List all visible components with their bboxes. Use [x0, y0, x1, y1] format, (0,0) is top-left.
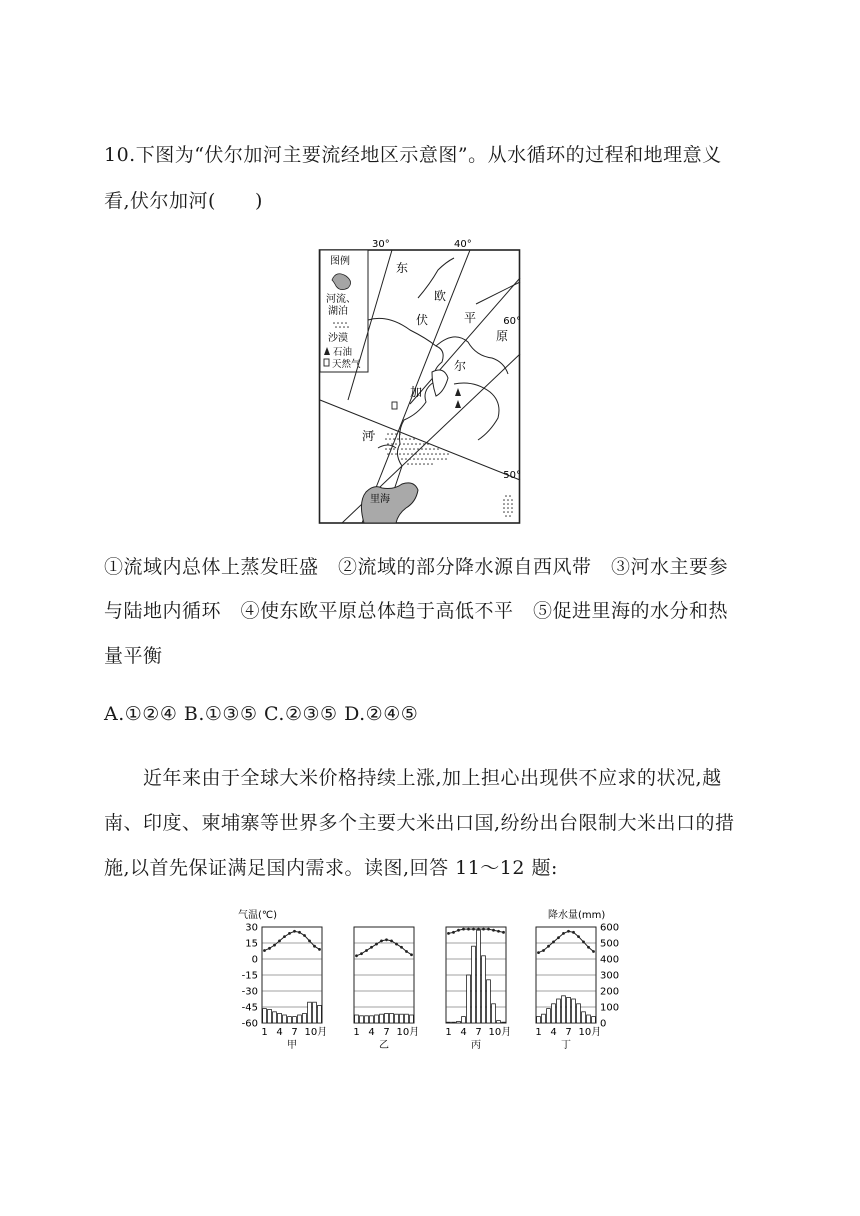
map-char-dong: 东 — [396, 261, 409, 275]
legend-oil-label: 石油 — [333, 347, 353, 358]
precip-bar — [365, 1016, 369, 1023]
panel-title: 乙 — [379, 1040, 389, 1051]
temp-point — [547, 945, 550, 948]
month-tick-label: 7 — [291, 1027, 298, 1038]
precip-bar — [318, 1005, 322, 1023]
month-tick-label: 7 — [565, 1027, 572, 1038]
precip-bar — [447, 1022, 451, 1023]
temp-point — [472, 928, 475, 931]
temp-point — [313, 945, 316, 948]
precip-bar — [572, 999, 576, 1023]
precip-bar — [472, 946, 476, 1023]
month-tick-label: 7 — [383, 1027, 390, 1038]
precip-bar — [273, 1012, 277, 1023]
precip-bar — [462, 1017, 466, 1023]
map-char-er: 尔 — [454, 359, 467, 373]
temp-point — [278, 939, 281, 942]
legend-title: 图例 — [330, 256, 350, 267]
precip-bar — [303, 1013, 307, 1023]
precip-bar — [278, 1013, 282, 1023]
temp-point — [457, 929, 460, 932]
temp-point — [365, 949, 368, 952]
map-char-he: 河 — [362, 429, 375, 443]
q10-statements-line2: 与陆地内循环 ④使东欧平原总体趋于高低不平 ⑤促进里海的水分和热 — [104, 600, 729, 622]
passage-line1: 近年来由于全球大米价格持续上涨,加上担心出现供不应求的状况,越 — [143, 767, 722, 789]
temp-point — [283, 935, 286, 938]
lat-50-label: 50° — [503, 470, 521, 481]
precip-bar — [298, 1015, 302, 1023]
q10-stem-line2: 看,伏尔加河( ) — [104, 190, 263, 212]
temp-point — [467, 928, 470, 931]
temp-point — [355, 954, 358, 957]
temp-point — [572, 931, 575, 934]
temp-point — [497, 930, 500, 933]
temp-point — [400, 946, 403, 949]
month-tick-label: 1 — [445, 1027, 452, 1038]
precip-bar — [313, 1002, 317, 1023]
temp-tick-label: -30 — [241, 986, 258, 998]
precip-bar — [487, 980, 491, 1023]
temp-point — [552, 941, 555, 944]
precip-bar — [577, 1004, 581, 1023]
temp-point — [360, 952, 363, 955]
temp-point — [462, 928, 465, 931]
precip-bar — [477, 930, 481, 1023]
map-char-ping: 平 — [464, 311, 477, 325]
month-tick-label: 7 — [475, 1027, 482, 1038]
q10-statements-line1: ①流域内总体上蒸发旺盛 ②流域的部分降水源自西风带 ③河水主要参 — [104, 556, 729, 578]
precip-axis — [600, 923, 619, 1030]
volga-map — [318, 234, 522, 526]
month-tick-label: 10月 — [488, 1027, 512, 1038]
passage-line3: 施,以首先保证满足国内需求。读图,回答 11～12 题: — [104, 857, 558, 879]
precip-bar — [592, 1017, 596, 1023]
precip-bar — [288, 1017, 292, 1023]
precip-tick-label: 300 — [600, 970, 620, 982]
climate-panel — [535, 927, 601, 1051]
precip-bar — [467, 975, 471, 1023]
precip-bar — [395, 1014, 399, 1023]
panel-title: 丁 — [561, 1040, 571, 1051]
month-tick-label: 10月 — [578, 1027, 602, 1038]
precip-bar — [537, 1017, 541, 1023]
passage-line2: 南、印度、柬埔寨等世界多个主要大米出口国,纷纷出台限制大米出口的措 — [104, 812, 735, 834]
precip-bar — [380, 1014, 384, 1023]
precip-bar — [283, 1015, 287, 1023]
q10-statements-line3: 量平衡 — [104, 645, 163, 667]
precip-axis-label: 降水量(mm) — [548, 910, 606, 921]
temp-point — [273, 944, 276, 947]
month-tick-label: 4 — [460, 1027, 467, 1038]
temp-tick-label: 15 — [245, 938, 258, 950]
climate-charts — [230, 900, 630, 1060]
climate-panel — [261, 927, 327, 1051]
precip-bar — [360, 1016, 364, 1023]
lat-60-label: 60° — [503, 316, 521, 327]
temp-point — [263, 949, 266, 952]
temp-axis — [242, 923, 258, 1030]
legend-desert-label: 沙漠 — [328, 333, 348, 344]
month-tick-label: 1 — [261, 1027, 268, 1038]
precip-bar — [562, 996, 566, 1023]
precip-tick-label: 0 — [600, 1018, 607, 1030]
month-tick-label: 4 — [368, 1027, 375, 1038]
legend-gas-label: 天然气 — [332, 359, 361, 370]
temp-point — [268, 947, 271, 950]
lon-40-label: 40° — [454, 239, 472, 250]
map-char-ou: 欧 — [434, 289, 447, 303]
precip-bar — [375, 1015, 379, 1023]
precip-bar — [582, 1012, 586, 1023]
precip-bar — [542, 1014, 546, 1023]
climate-panel — [353, 927, 419, 1051]
temp-tick-label: 30 — [245, 922, 258, 934]
temp-point — [410, 953, 413, 956]
legend-gas-icon — [324, 359, 329, 366]
panel-title: 甲 — [287, 1040, 297, 1051]
temp-point — [375, 943, 378, 946]
caspian-label: 里海 — [370, 494, 390, 505]
temp-tick-label: 0 — [251, 954, 258, 966]
temp-point — [562, 932, 565, 935]
temp-point — [592, 950, 595, 953]
month-tick-label: 1 — [353, 1027, 360, 1038]
precip-bar — [405, 1014, 409, 1023]
month-tick-label: 4 — [550, 1027, 557, 1038]
temp-point — [385, 938, 388, 941]
temp-point — [293, 930, 296, 933]
temp-point — [288, 932, 291, 935]
precip-bar — [410, 1015, 414, 1023]
precip-bar — [400, 1014, 404, 1023]
precip-tick-label: 600 — [600, 922, 620, 934]
temp-point — [557, 936, 560, 939]
temp-point — [587, 946, 590, 949]
temp-point — [395, 943, 398, 946]
precip-bar — [547, 1009, 551, 1023]
temp-point — [487, 928, 490, 931]
temp-point — [502, 931, 505, 934]
temp-point — [577, 935, 580, 938]
temp-point — [452, 931, 455, 934]
temp-point — [318, 948, 321, 951]
temp-tick-label: -15 — [241, 970, 258, 982]
temp-point — [380, 939, 383, 942]
temp-point — [542, 949, 545, 952]
q10-options: A.①②④ B.①③⑤ C.②③⑤ D.②④⑤ — [104, 703, 419, 725]
temp-tick-label: -60 — [241, 1018, 258, 1030]
temp-axis-label: 气温(℃) — [238, 910, 278, 921]
precip-bar — [293, 1017, 297, 1023]
climate-panel — [445, 927, 511, 1051]
precip-bar — [552, 1004, 556, 1023]
precip-bar — [390, 1013, 394, 1023]
temp-tick-label: -45 — [241, 1002, 258, 1014]
temp-point — [308, 939, 311, 942]
precip-bar — [502, 1022, 506, 1023]
q10-stem-line1: 10.下图为“伏尔加河主要流经地区示意图”。从水循环的过程和地理意义 — [104, 144, 722, 166]
precip-bar — [452, 1022, 456, 1023]
precip-bar — [497, 1021, 501, 1023]
temp-point — [482, 928, 485, 931]
month-tick-label: 1 — [535, 1027, 542, 1038]
map-char-jia: 加 — [410, 385, 423, 399]
precip-bar — [370, 1016, 374, 1023]
panel-title: 丙 — [471, 1040, 481, 1051]
temp-point — [582, 941, 585, 944]
precip-tick-label: 100 — [600, 1002, 620, 1014]
precip-bar — [557, 999, 561, 1023]
temp-point — [390, 939, 393, 942]
precip-bar — [457, 1021, 461, 1023]
legend-river-line2: 湖泊 — [328, 306, 348, 317]
precip-bar — [482, 956, 486, 1023]
precip-bar — [308, 1002, 312, 1023]
temp-point — [567, 930, 570, 933]
month-tick-label: 10月 — [396, 1027, 420, 1038]
temp-point — [477, 928, 480, 931]
lon-30-label: 30° — [372, 239, 390, 250]
precip-bar — [355, 1015, 359, 1023]
temp-point — [298, 931, 301, 934]
precip-bar — [567, 997, 571, 1023]
legend-river-line1: 河流、 — [326, 294, 356, 305]
temp-point — [447, 932, 450, 935]
temp-point — [303, 934, 306, 937]
temp-point — [537, 951, 540, 954]
temp-point — [492, 929, 495, 932]
precip-bar — [587, 1015, 591, 1023]
precip-tick-label: 500 — [600, 938, 620, 950]
temp-point — [370, 946, 373, 949]
map-char-fu: 伏 — [416, 313, 429, 327]
month-tick-label: 4 — [276, 1027, 283, 1038]
month-tick-label: 10月 — [304, 1027, 328, 1038]
precip-bar — [263, 1009, 267, 1023]
precip-tick-label: 400 — [600, 954, 620, 966]
gas-symbol — [392, 402, 397, 409]
precip-bar — [268, 1009, 272, 1023]
precip-bar — [385, 1013, 389, 1023]
precip-tick-label: 200 — [600, 986, 620, 998]
temp-point — [405, 950, 408, 953]
map-char-yuan: 原 — [496, 329, 509, 343]
precip-bar — [492, 1004, 496, 1023]
